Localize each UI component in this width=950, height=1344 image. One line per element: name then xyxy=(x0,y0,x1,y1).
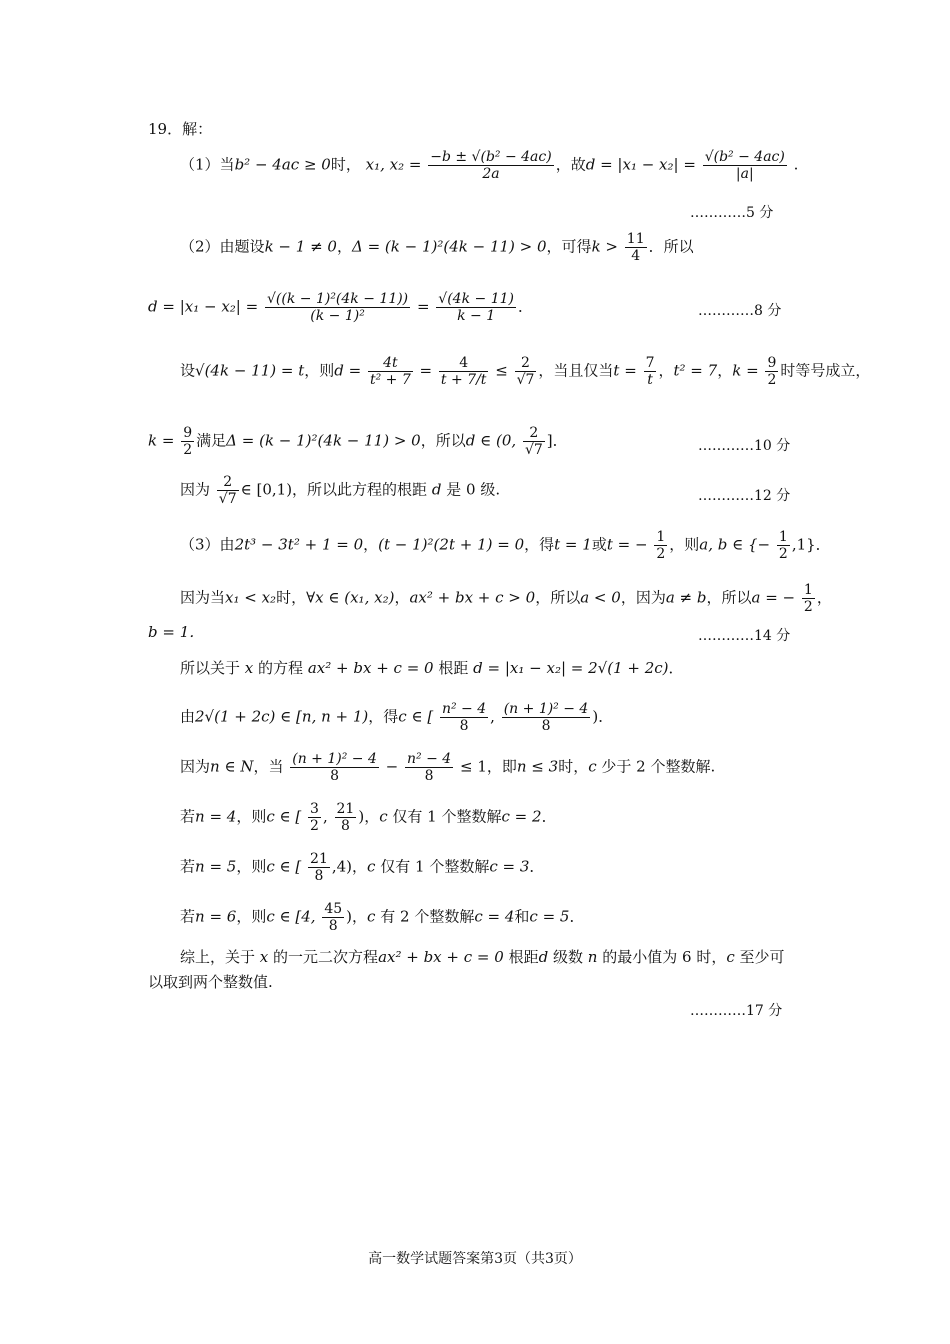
part3-line5: 由2√(1 + 2c) ∈ [n, n + 1)，得c ∈ [ $\frac{\text{n² − 4}}{8}$ , $\frac{\text{(n + 1)² − 4}}{8}$ )． xyxy=(180,701,614,734)
part3-line7: 若n = 4，则c ∈ [ $\frac{3}{2}$ , $\frac{21}{8}$ )，c 仅有 1 个整数解c = 2． xyxy=(180,801,557,834)
part1-label: （1） xyxy=(180,155,220,174)
score-17: …………17 分 xyxy=(690,1003,783,1019)
score-14: …………14 分 xyxy=(698,628,791,644)
page-footer: 高一数学试题答案第3页（共3页） xyxy=(368,1251,582,1267)
part3-line9: 若n = 6，则c ∈ [4, $\frac{45}{8}$ )，c 有 2 个整数解c = 4和c = 5． xyxy=(180,901,585,934)
score-12: …………12 分 xyxy=(698,488,791,504)
part3-line8: 若n = 5，则c ∈ [ $\frac{21}{8}$ ,4)，c 仅有 1 个整数解c = 3． xyxy=(180,851,545,884)
conclusion-line2: 以取到两个整数值. xyxy=(148,973,273,991)
part3-line4: 所以关于 x 的方程 ax² + bx + c = 0 根距 d = |x₁ − x₂| = 2√(1 + 2c)． xyxy=(180,659,684,677)
part1-line: （1）当b² − 4ac ≥ 0时， x₁, x₂ = $\frac{\text{−b ± √(b² − 4ac)}}{2a}$ ，故d = |x₁ − x₂| = $\frac{\text{√(b² − 4ac)}}{|a|}$ . xyxy=(180,149,799,182)
part3-line1: （3）由2t³ − 3t² + 1 = 0，(t − 1)²(2t + 1) = 0，得t = 1或t = − $\frac{1}{2}$ ，则a, b ∈ {− $\frac{1}{2}$ ,1}． xyxy=(180,529,831,562)
part3-line2: 因为当x₁ < x₂时，∀x ∈ (x₁, x₂)，ax² + bx + c > 0，所以a < 0，因为a ≠ b，所以a = − $\frac{1}{2}$ ， xyxy=(180,582,832,615)
part3-line3: b = 1． xyxy=(148,623,205,641)
score-8: …………8 分 xyxy=(698,303,782,319)
score-10: …………10 分 xyxy=(698,438,791,454)
discriminant-condition: b² − 4ac ≥ 0 xyxy=(234,155,331,174)
root-distance-formula: $\frac{\text{√(b² − 4ac)}}{|a|}$ xyxy=(704,149,785,182)
part3-line6: 因为n ∈ N，当 $\frac{\text{(n + 1)² − 4}}{8}$ − $\frac{\text{n² − 4}}{8}$ ≤ 1，即n ≤ 3时，c 少于 2 个整数解. xyxy=(180,751,716,784)
roots-formula: $\frac{\text{−b ± √(b² − 4ac)}}{2a}$ xyxy=(430,149,552,182)
conclusion-line1: 综上，关于 x 的一元二次方程ax² + bx + c = 0 根距d 级数 n 的最小值为 6 时，c 至少可 xyxy=(180,948,785,966)
part2-line2: d = |x₁ − x₂| = $\frac{\text{√((k − 1)²(4k − 11))}}{\text{(k − 1)²}}$ = $\frac{√(4k - 11)}{k - 1}$ ． xyxy=(148,291,533,324)
part2-line5: 因为 $\frac{2}{√7}$ ∈ [0,1)，所以此方程的根距 d 是 0 级. xyxy=(180,474,501,507)
part2-line4: k = $\frac{9}{2}$ 满足Δ = (k − 1)²(4k − 11) > 0，所以d ∈ (0, $\frac{2}{√7}$ ]． xyxy=(148,425,568,458)
problem-heading: 19．解： xyxy=(148,120,213,138)
part2-line3: 设√(4k − 11) = t，则d = $\frac{4t}{\text{t² + 7}}$ = $\frac{4}{t + 7/t}$ ≤ $\frac{2}{√7}$ ，当且仅当t = $\frac{7}{t}$ ，t² = 7，k = $\frac{9}{2}$ 时等号成立， xyxy=(180,355,871,388)
score-5: …………5 分 xyxy=(690,205,774,221)
part2-line1: （2）由题设k − 1 ≠ 0，Δ = (k − 1)²(4k − 11) > 0，可得k > $\frac{11}{4}$ ．所以 xyxy=(180,231,694,264)
